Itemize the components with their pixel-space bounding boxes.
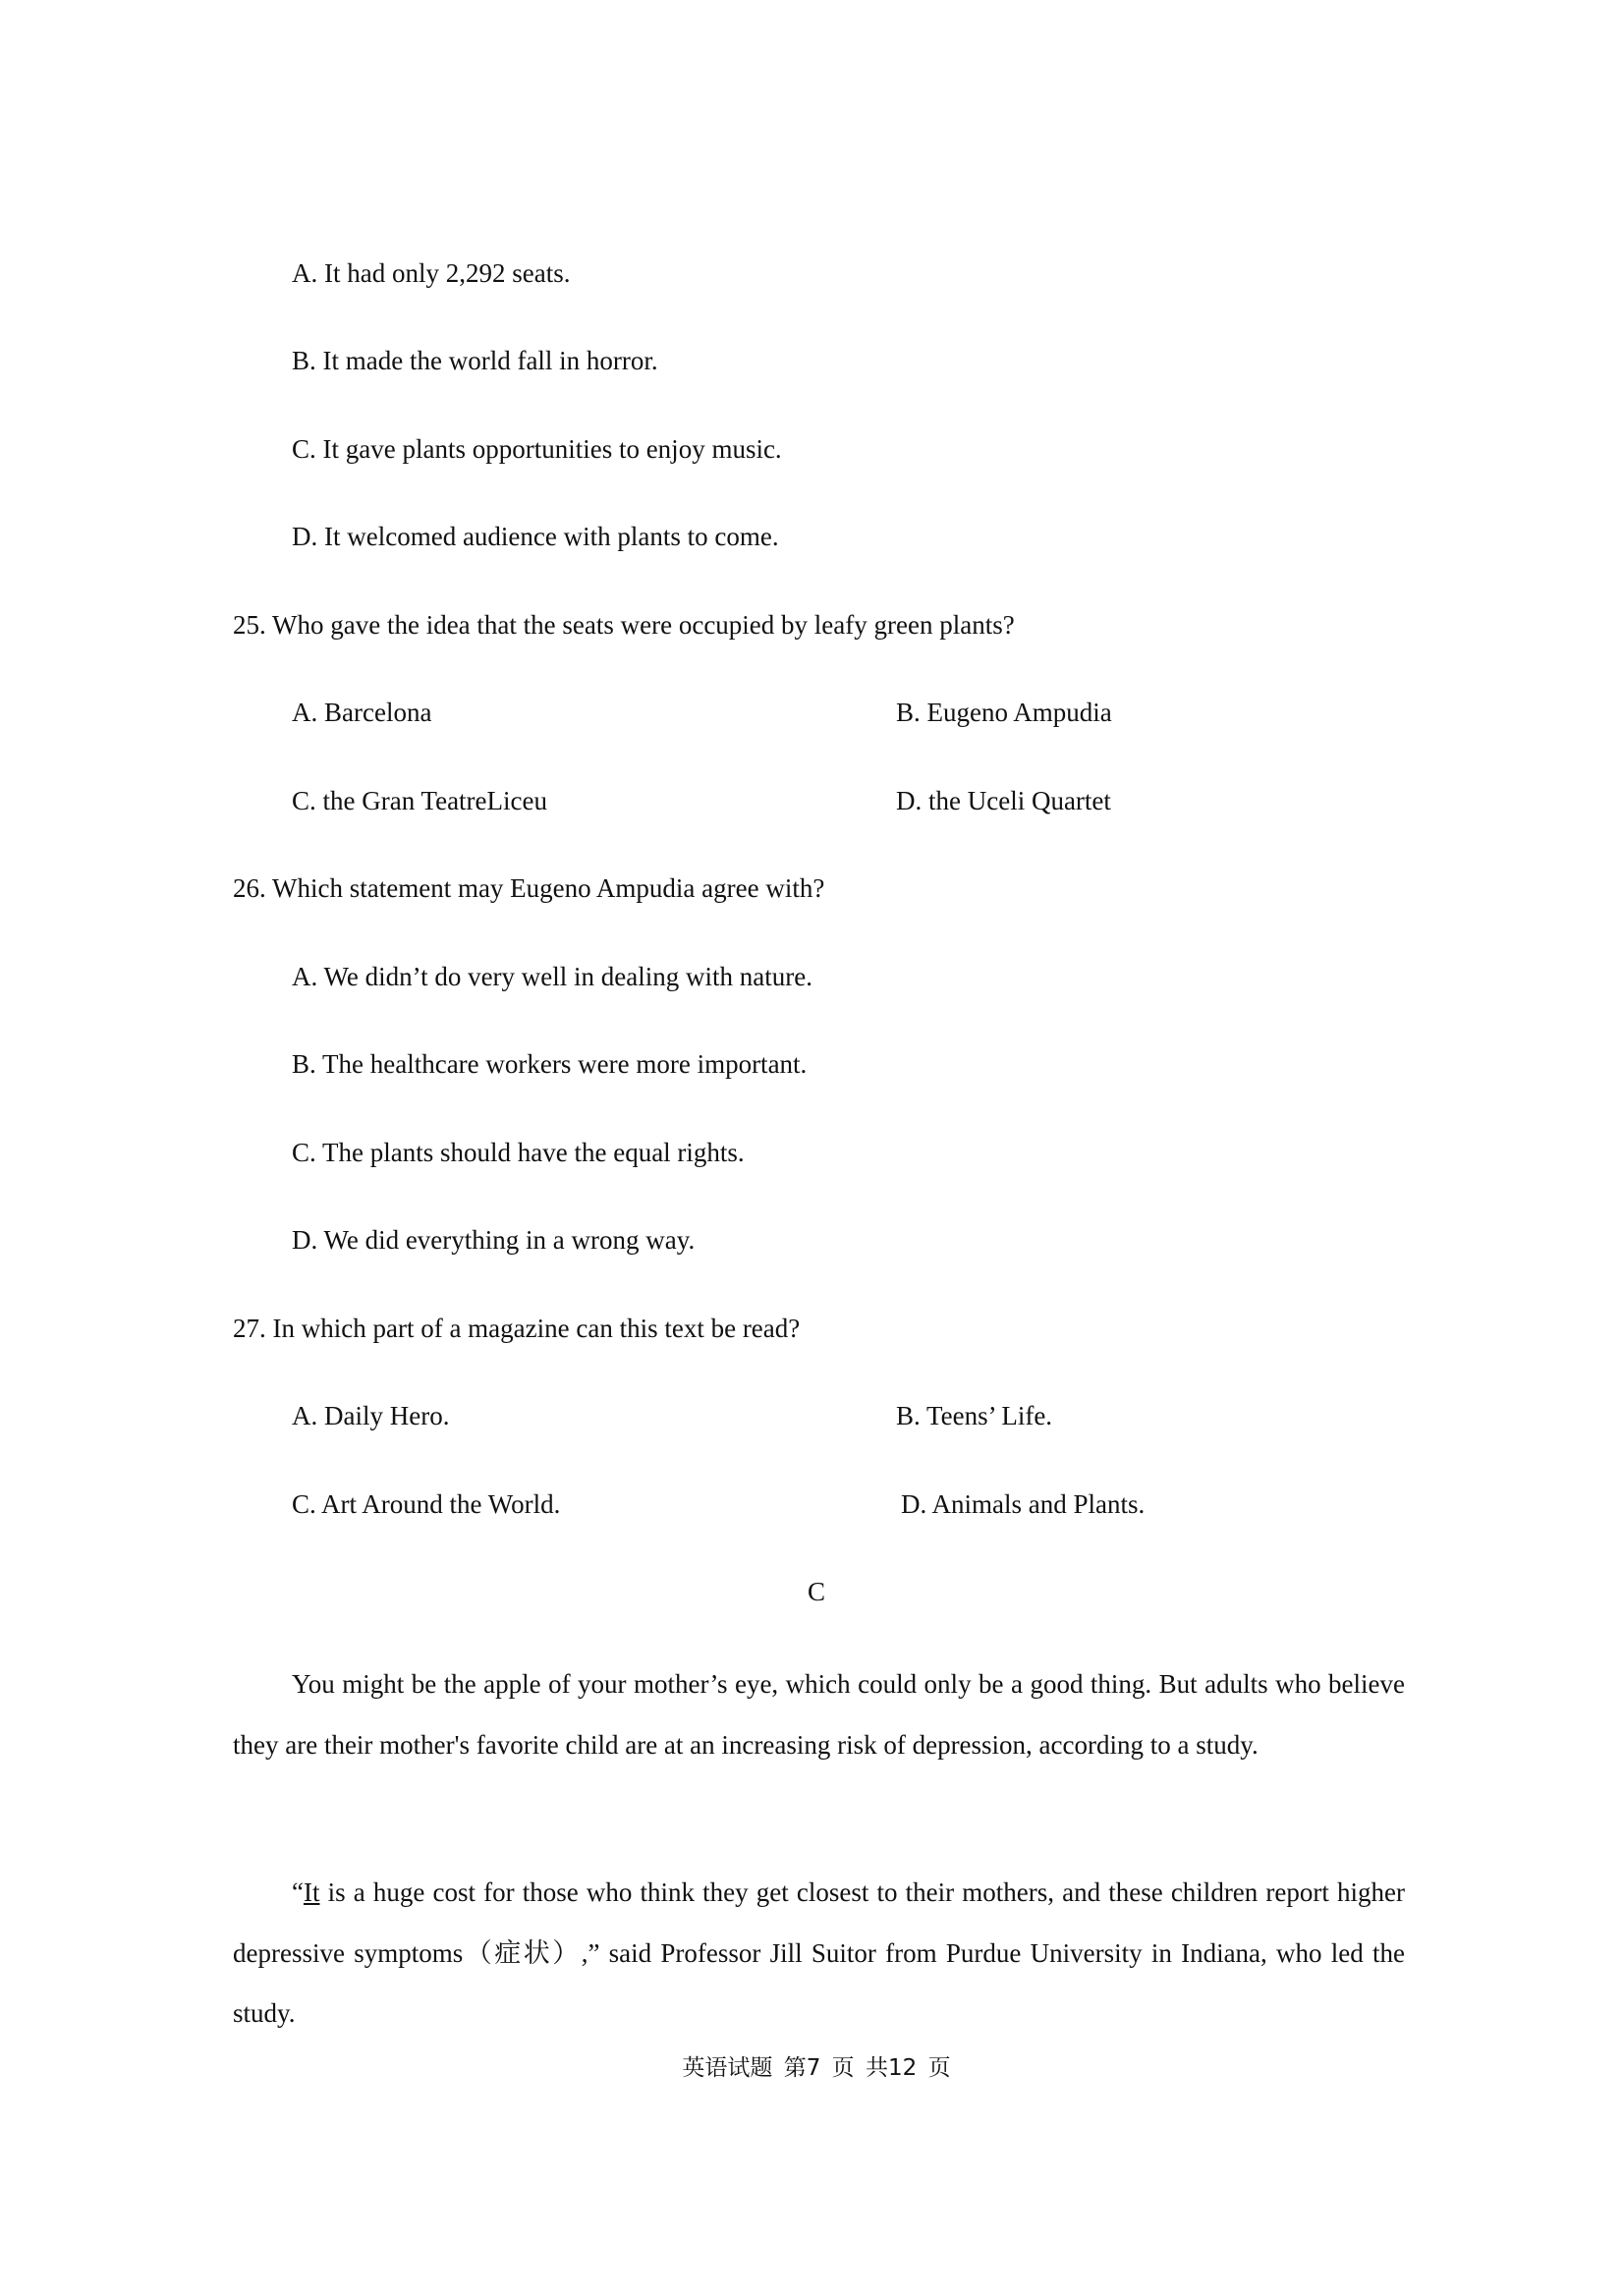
section-c-paragraph-2 <box>233 1863 1405 2044</box>
q26-option-d: D. We did everything in a wrong way. <box>292 1225 696 1255</box>
q27-option-b: B. Teens’ Life. <box>896 1401 1053 1430</box>
paragraph-2-open-quote: “ <box>292 1877 304 1907</box>
q26-option-b: B. The healthcare workers were more important. <box>292 1049 808 1079</box>
q26-option-a: A. We didn’t do very well in dealing with nature. <box>292 962 812 991</box>
underlined-word-it: It <box>303 1877 320 1907</box>
q25-option-a: A. Barcelona <box>292 698 432 727</box>
q24-option-d: D. It welcomed audience with plants to come. <box>292 522 779 551</box>
q27-option-d: D. Animals and Plants. <box>901 1489 1146 1519</box>
q27-option-c: C. Art Around the World. <box>292 1489 561 1519</box>
q25-option-b: B. Eugeno Ampudia <box>896 698 1112 727</box>
section-c-paragraph-1: You might be the apple of your mother’s eye, which could only be a good thing. But adults who believe they are their mother's favorite child are at an increasing risk of depression, according to a study. <box>233 1669 1405 1760</box>
page-footer: 英语试题 第7 页 共12 页 <box>682 2055 951 2081</box>
paragraph-2-text: is a huge cost for those who think they get closest to their mothers, and these children report higher depressive symptoms（症状）,” said Professor Jill Suitor from Purdue University in Indiana, who led the study. <box>233 1877 1405 2028</box>
q25-option-c: C. the Gran TeatreLiceu <box>292 786 547 815</box>
q25-option-d: D. the Uceli Quartet <box>896 786 1111 815</box>
q24-option-c: C. It gave plants opportunities to enjoy music. <box>292 434 782 464</box>
q24-option-a: A. It had only 2,292 seats. <box>292 258 571 288</box>
q26-stem: 26. Which statement may Eugeno Ampudia agree with? <box>233 873 825 903</box>
q27-option-a: A. Daily Hero. <box>292 1401 450 1430</box>
section-c-heading: C <box>807 1577 825 1606</box>
q24-option-b: B. It made the world fall in horror. <box>292 346 658 375</box>
q26-option-c: C. The plants should have the equal rights. <box>292 1138 745 1167</box>
q25-stem: 25. Who gave the idea that the seats were occupied by leafy green plants? <box>233 610 1015 640</box>
q27-stem: 27. In which part of a magazine can this text be read? <box>233 1314 801 1343</box>
